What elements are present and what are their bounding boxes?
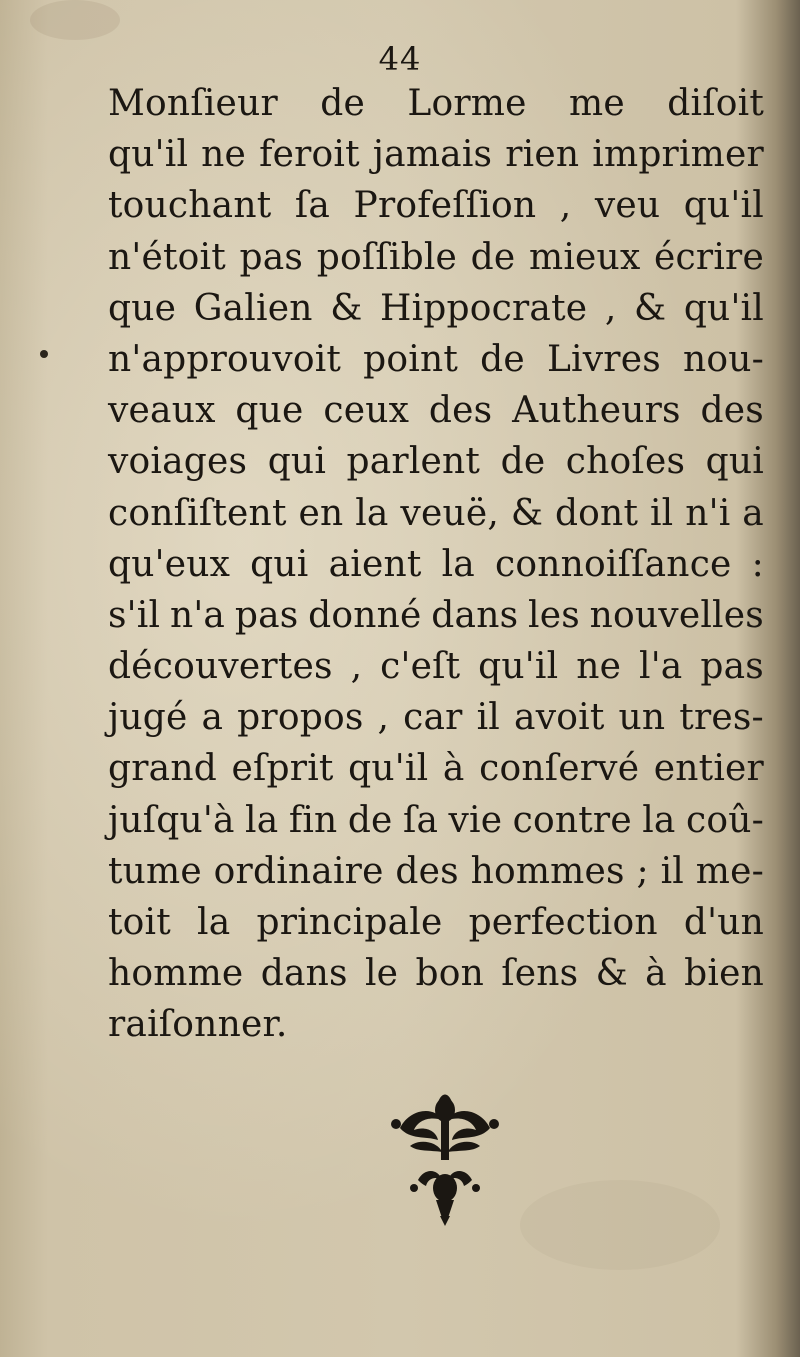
word: principale (256, 902, 443, 943)
word: la (245, 799, 279, 841)
word: choſes (565, 441, 686, 483)
word: à (645, 953, 667, 995)
word: de (347, 799, 393, 841)
word: & (510, 492, 544, 534)
word: ſa (294, 185, 331, 227)
word: des (428, 390, 493, 432)
word: hommes (470, 850, 625, 892)
text-line (108, 795, 764, 846)
word: eſprit (231, 748, 334, 790)
word: de (470, 236, 516, 278)
word: a (742, 492, 764, 534)
word: veu (594, 185, 661, 227)
text-line (108, 129, 764, 180)
word: n'étoit (108, 236, 226, 278)
word: entier (653, 748, 764, 790)
word: Profeſſion (353, 185, 537, 227)
word: tume (108, 850, 202, 892)
word: la (197, 902, 231, 943)
word: imprimer (592, 134, 764, 176)
word: qu'il (683, 185, 764, 227)
text-line (108, 436, 764, 487)
text-line (108, 539, 764, 590)
word: pas (239, 236, 304, 278)
text-line (108, 590, 764, 641)
word: qu'il (683, 287, 764, 329)
word: homme (108, 953, 244, 995)
word: qu'il (478, 646, 559, 688)
text-line (108, 999, 764, 1050)
word: Autheurs (512, 390, 681, 432)
word: c'eſt (380, 646, 461, 688)
paper-stain (520, 1180, 720, 1270)
word: me- (695, 850, 764, 892)
word: qui (705, 441, 764, 483)
word: Monſieur (108, 83, 278, 124)
word: a (201, 697, 224, 739)
word: rien (505, 134, 580, 176)
word: car (403, 697, 463, 739)
text-line (108, 232, 764, 283)
word: Livres (546, 338, 661, 380)
text-line (108, 385, 764, 436)
text-line (108, 78, 764, 129)
word: propos (237, 697, 364, 739)
word: un (618, 697, 666, 739)
word: ; (636, 850, 649, 892)
word: en (298, 492, 344, 534)
word: n'approuvoit (108, 338, 342, 380)
word: tres- (679, 697, 764, 739)
word: il (660, 850, 684, 892)
word: l'a (638, 646, 683, 688)
text-line (108, 180, 764, 231)
paper-stain (30, 0, 120, 40)
word: & (634, 287, 667, 329)
word: Lorme (407, 83, 527, 124)
text-line (108, 897, 764, 948)
word: il (476, 697, 501, 739)
word: Hippocrate (379, 287, 588, 329)
word: toit (108, 902, 171, 943)
word: , (350, 646, 363, 688)
word: qui (250, 543, 309, 585)
word: coû- (685, 799, 764, 841)
word: feroit (259, 134, 360, 176)
text-line (108, 488, 764, 539)
word: à (442, 748, 465, 790)
word: conſiſtent (108, 492, 287, 534)
word: qu'eux (108, 543, 231, 585)
word: mieux (529, 236, 641, 278)
word: jugé (108, 697, 188, 739)
word: nouvelles (589, 594, 764, 636)
text-line (108, 641, 764, 692)
margin-mark (40, 350, 48, 358)
word: , (604, 287, 617, 329)
word: les (528, 594, 580, 636)
word: des (395, 850, 459, 892)
word: perfection (468, 902, 658, 943)
word: aient (328, 543, 422, 585)
word: diſoit (667, 83, 764, 124)
word: il (649, 492, 674, 534)
word: dans (260, 953, 348, 995)
word: s'il (108, 594, 161, 636)
word: ſens (501, 953, 579, 995)
page-number: 44 (378, 40, 422, 78)
word: bien (684, 953, 764, 995)
word: veuë, (400, 492, 499, 534)
word: de (480, 338, 525, 380)
word: me (569, 83, 625, 124)
word: nou- (682, 338, 764, 380)
word: pas (700, 646, 764, 688)
word: raiſonner. (108, 1004, 288, 1046)
text-line (108, 334, 764, 385)
word: la (642, 799, 676, 841)
text-line (108, 692, 764, 743)
word: qu'il (348, 748, 429, 790)
word: que (108, 287, 177, 329)
word: dans (431, 594, 519, 636)
word: des (700, 390, 764, 432)
word: de (320, 83, 365, 124)
word: ceux (323, 390, 410, 432)
word: point (363, 338, 459, 380)
word: n'a (169, 594, 226, 636)
text-line (108, 283, 764, 334)
word: : (751, 543, 764, 585)
word: jamais (372, 134, 493, 176)
word: d'un (683, 902, 764, 943)
text-line (108, 948, 764, 999)
word: la (441, 543, 475, 585)
text-line (108, 846, 764, 897)
word: découvertes (108, 646, 333, 688)
word: voiages (108, 441, 248, 483)
word: vie (448, 799, 503, 841)
word: connoiſſance (495, 543, 732, 585)
word: que (235, 390, 304, 432)
word: Galien (193, 287, 313, 329)
word: veaux (108, 390, 216, 432)
word: écrire (654, 236, 764, 278)
word: la (355, 492, 389, 534)
word: & (595, 953, 628, 995)
body-text (108, 78, 764, 1051)
word: poſſible (316, 236, 458, 278)
word: donné (308, 594, 422, 636)
word: & (330, 287, 363, 329)
word: ne (576, 646, 622, 688)
word: , (559, 185, 572, 227)
fleuron-ornament-icon (380, 1088, 510, 1228)
word: touchant (108, 185, 272, 227)
word: de (500, 441, 546, 483)
word: parlent (346, 441, 481, 483)
word: n'i (685, 492, 731, 534)
word: ordinaire (213, 850, 384, 892)
word: avoit (514, 697, 605, 739)
word: grand (108, 748, 217, 790)
word: qui (267, 441, 327, 483)
word: dont (554, 492, 639, 534)
word: le (364, 953, 399, 995)
word: bon (415, 953, 484, 995)
word: juſqu'à (108, 799, 235, 841)
word: pas (234, 594, 299, 636)
word: ſa (402, 799, 439, 841)
word: ne (201, 134, 247, 176)
word: contre (512, 799, 632, 841)
word: qu'il (108, 134, 189, 176)
word: conſervé (479, 748, 640, 790)
word: , (377, 697, 390, 739)
word: fin (288, 799, 338, 841)
text-line (108, 743, 764, 794)
